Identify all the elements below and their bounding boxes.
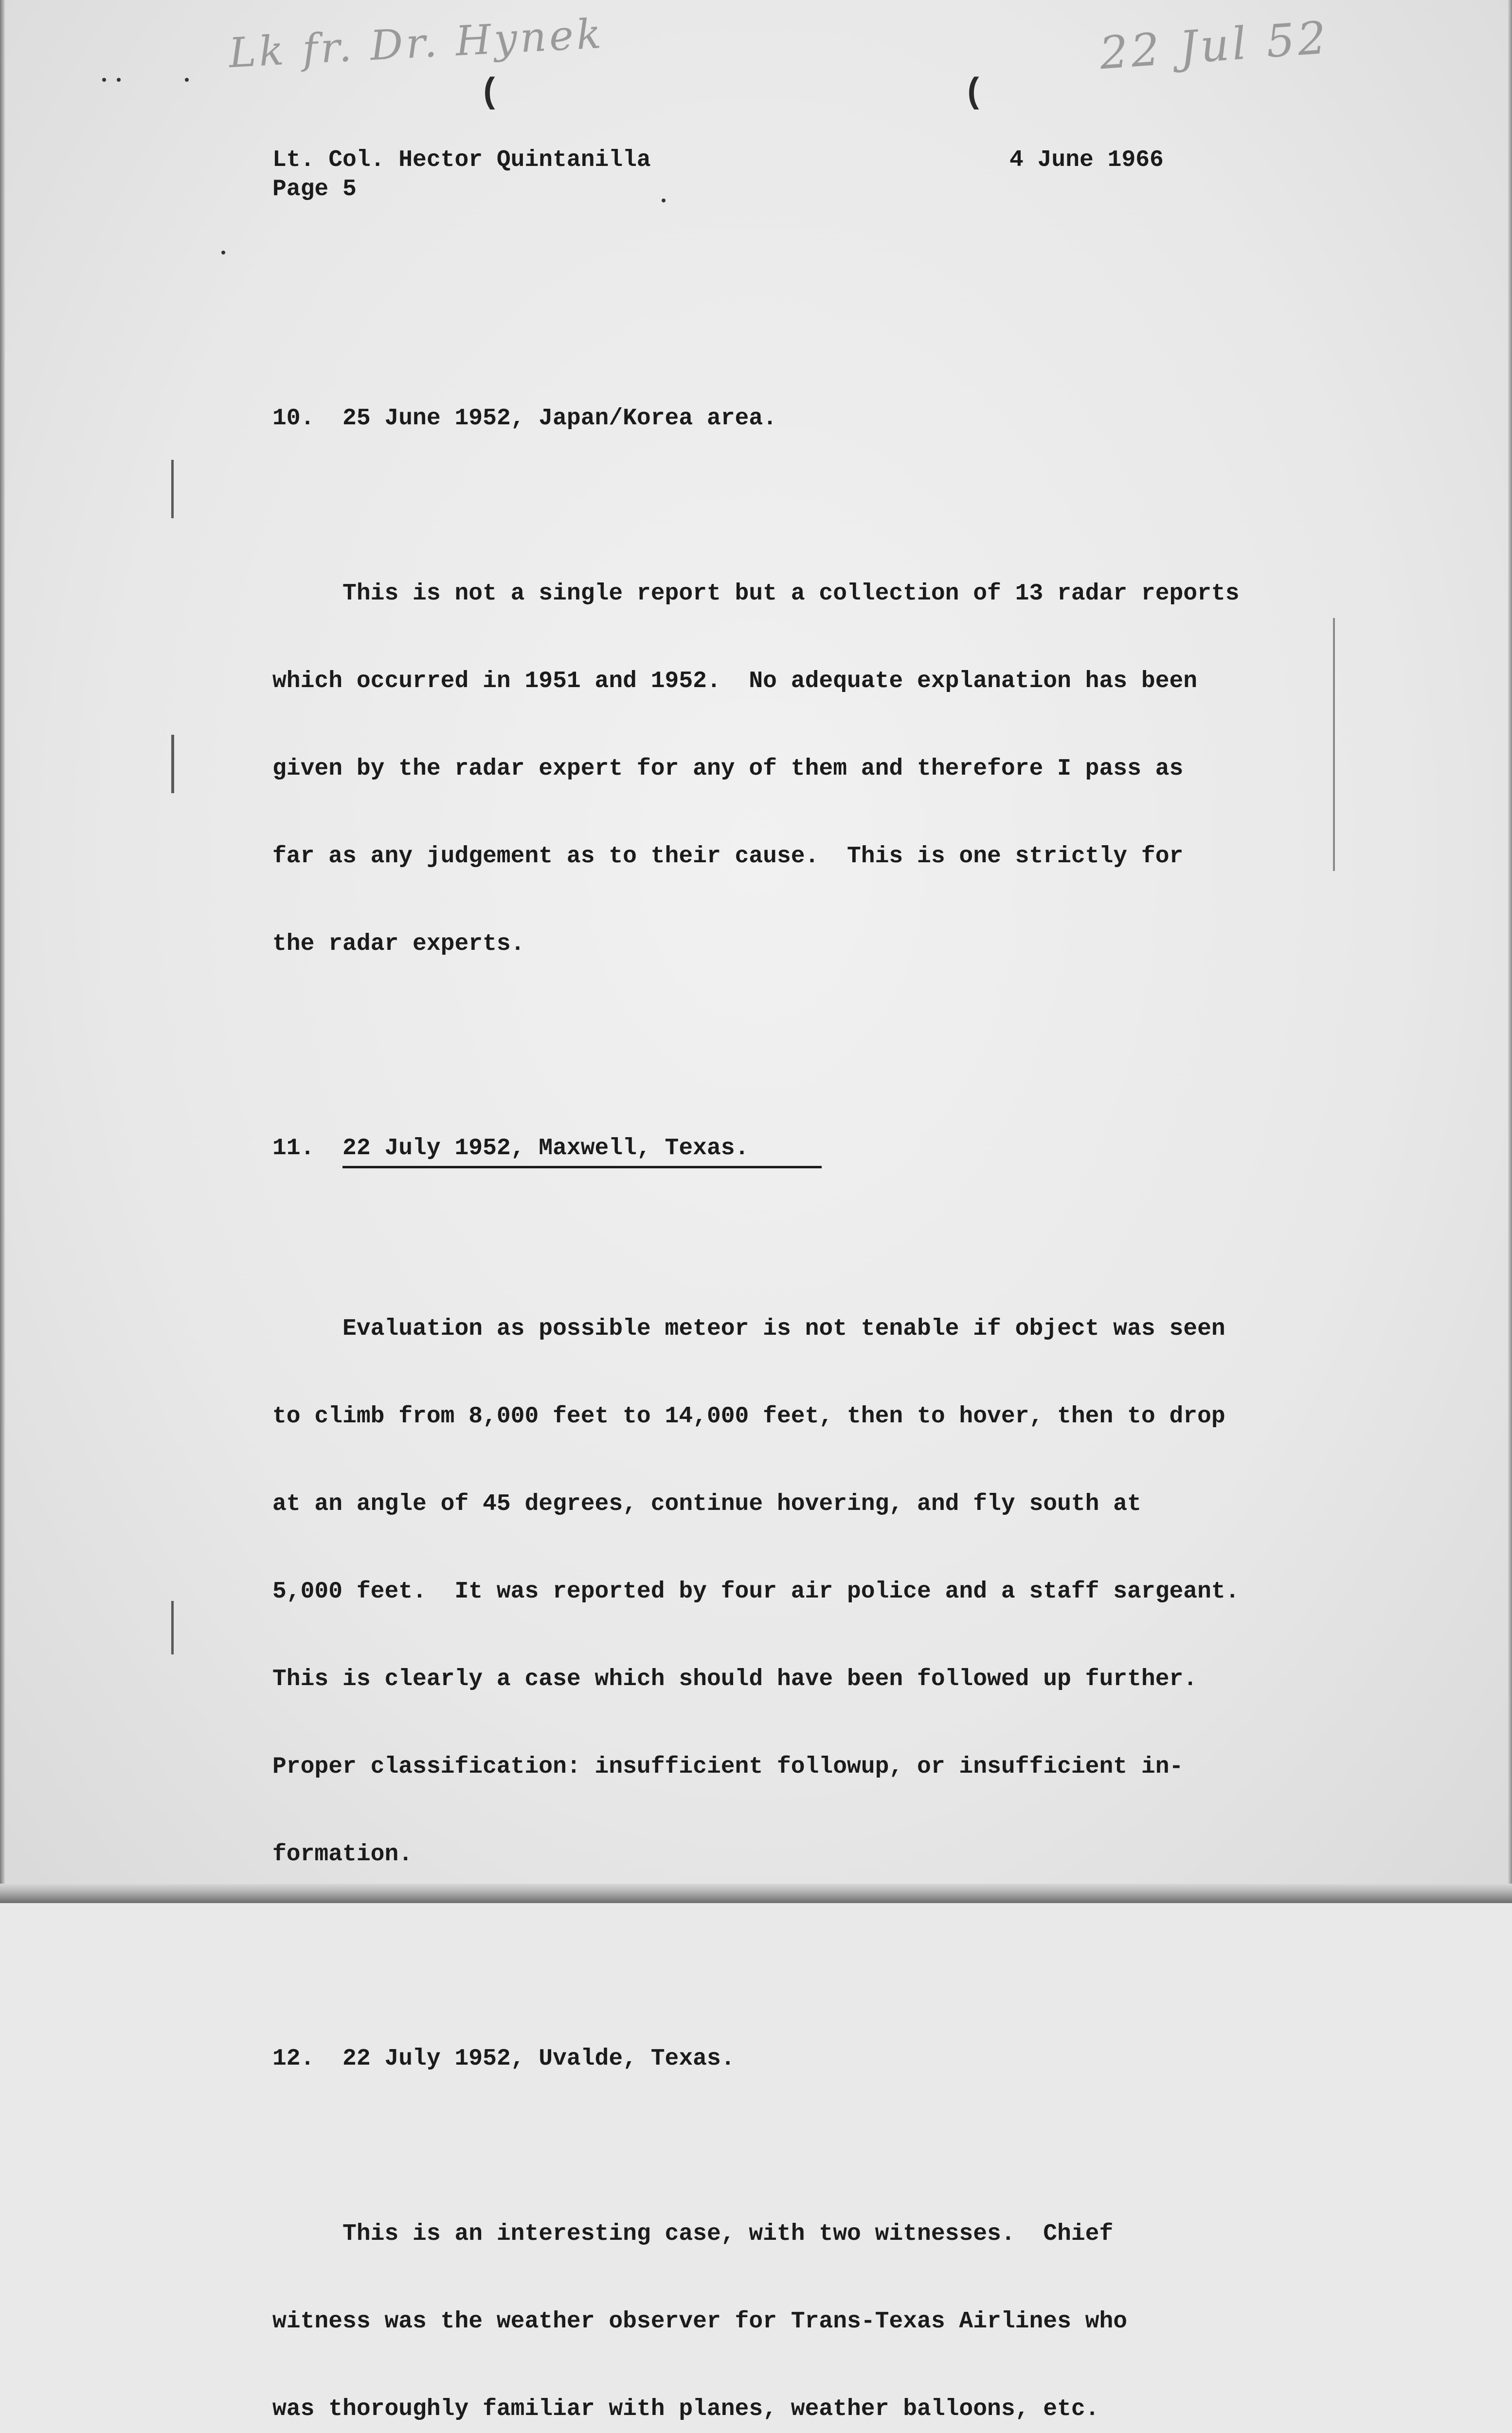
paragraph-line: formation. <box>272 1841 413 1868</box>
item-paragraph-11 <box>272 1256 1343 1927</box>
item-number: 11. <box>272 1135 343 1162</box>
handwritten-note: Lk fr. Dr. Hynek <box>227 9 605 77</box>
paragraph-line: Evaluation as possible meteor is not tenable if object was seen <box>272 1316 1225 1342</box>
margin-mark <box>171 735 174 793</box>
margin-mark <box>171 460 174 518</box>
paragraph-line: the radar experts. <box>272 931 525 957</box>
handwritten-date: 22 Jul 52 <box>1098 11 1331 80</box>
scan-speck <box>102 78 106 82</box>
letter-body <box>272 316 1343 2433</box>
paragraph-line: Proper classification: insufficient followup, or insufficient in- <box>272 1754 1184 1780</box>
scan-speck <box>662 199 666 202</box>
scan-speck <box>117 78 121 82</box>
underlined-heading-text: 22 July 1952, Maxwell, Texas. <box>342 1134 822 1168</box>
scan-speck <box>185 78 189 82</box>
paragraph-line: given by the radar expert for any of them and therefore I pass as <box>272 756 1184 782</box>
item-paragraph-10 <box>272 521 1343 1017</box>
scan-speck <box>221 251 225 254</box>
scan-edge-right <box>1508 0 1512 1903</box>
scan-edge-left <box>0 0 5 1903</box>
paragraph-line: at an angle of 45 degrees, continue hovering, and fly south at <box>272 1491 1141 1517</box>
item-paragraph-12 <box>272 2161 1343 2433</box>
item-heading-11 <box>272 1134 1343 1168</box>
item-heading-12: 12. 22 July 1952, Uvalde, Texas. <box>272 2046 735 2072</box>
paragraph-line: far as any judgement as to their cause. This is one strictly for <box>272 843 1184 870</box>
letter-date: 4 June 1966 <box>1009 147 1164 173</box>
page-number: Page 5 <box>272 176 357 202</box>
recipient-name: Lt. Col. Hector Quintanilla <box>272 147 651 173</box>
punch-mark-right: ( <box>963 73 985 113</box>
paragraph-line: to climb from 8,000 feet to 14,000 feet, then to hover, then to drop <box>272 1403 1225 1430</box>
punch-mark-left: ( <box>479 73 501 113</box>
paragraph-line: which occurred in 1951 and 1952. No adequate explanation has been <box>272 668 1198 694</box>
paragraph-line: 5,000 feet. It was reported by four air police and a staff sargeant. <box>272 1579 1240 1605</box>
paragraph-line: This is clearly a case which should have been followed up further. <box>272 1666 1198 1692</box>
paragraph-line: This is not a single report but a collection of 13 radar reports <box>272 581 1240 607</box>
item-heading-10: 10. 25 June 1952, Japan/Korea area. <box>272 405 777 432</box>
margin-mark <box>171 1601 174 1654</box>
paragraph-line: witness was the weather observer for Trans-Texas Airlines who <box>272 2308 1128 2335</box>
paragraph-line: This is an interesting case, with two witnesses. Chief <box>272 2221 1114 2247</box>
paragraph-line: was thoroughly familiar with planes, weather balloons, etc. <box>272 2396 1099 2422</box>
